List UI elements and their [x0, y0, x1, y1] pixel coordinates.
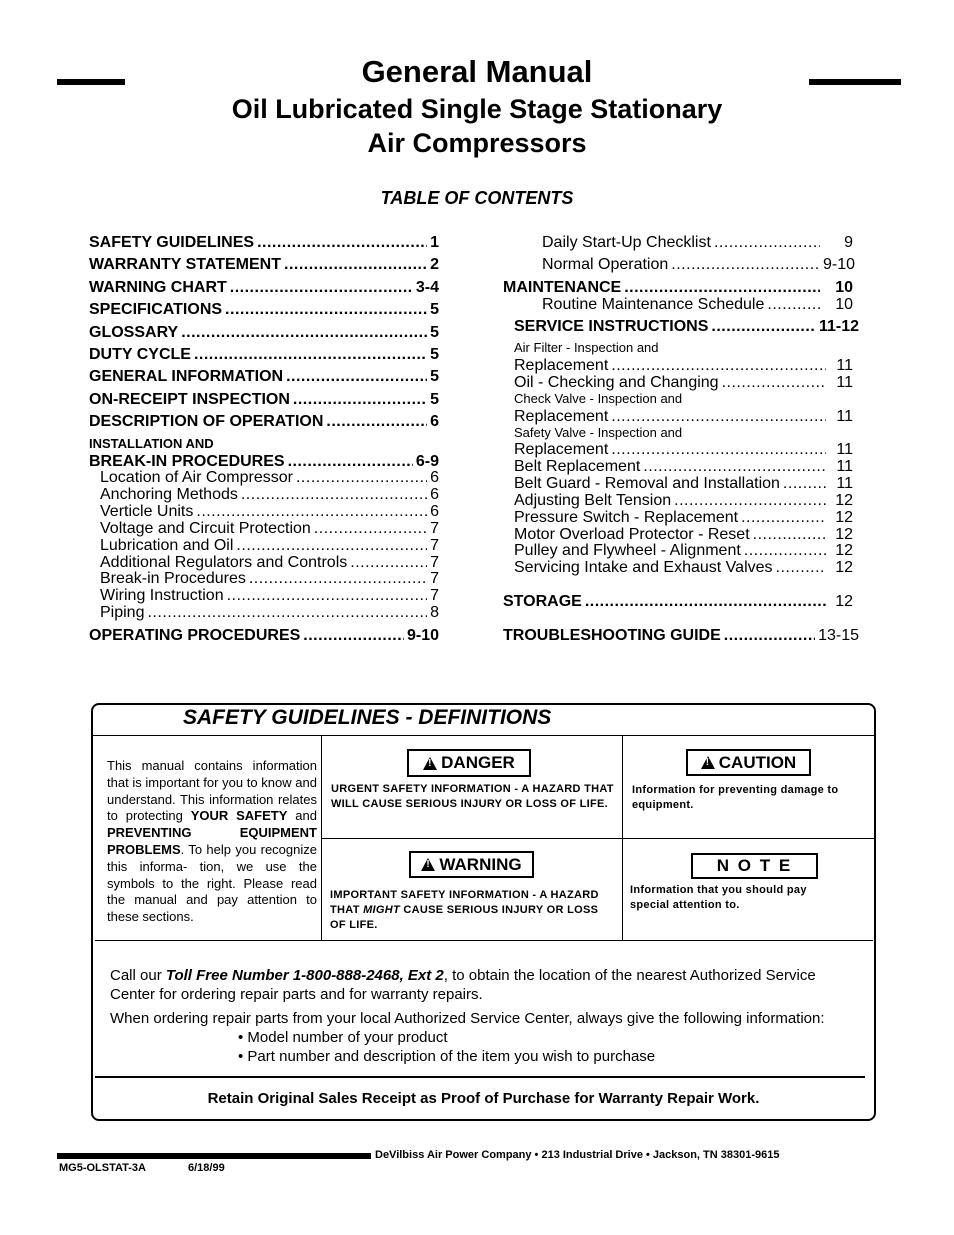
toc-page: 7 [430, 570, 439, 587]
toc-label: MAINTENANCE [503, 279, 622, 296]
toc-entry[interactable] [503, 279, 853, 295]
divider [95, 1076, 865, 1078]
leader-dots [147, 604, 427, 622]
toc-label: Servicing Intake and Exhaust Valves [514, 559, 773, 576]
retain-receipt-notice: Retain Original Sales Receipt as Proof of Purchase for Warranty Repair Work. [207, 1090, 760, 1107]
toc-label: Belt Guard - Removal and Installation [514, 475, 780, 492]
toc-label: Routine Maintenance Schedule [542, 296, 765, 313]
leader-dots [711, 318, 816, 336]
toc-page: 6 [430, 503, 439, 520]
warning-text: CAUSE SERIOUS INJURY OR LOSS OF LIFE. [330, 904, 599, 931]
toc-page: 12 [835, 559, 853, 576]
toc-page: 3-4 [415, 279, 439, 296]
toc-subentry[interactable] [100, 554, 439, 570]
toc-label: Replacement [514, 441, 609, 458]
toc-installation-heading: INSTALLATION AND [89, 436, 214, 451]
toc-subentry[interactable] [514, 475, 853, 491]
toc-page: 12 [835, 526, 853, 543]
leader-dots [227, 587, 428, 605]
toc-page: 11-12 [818, 318, 859, 335]
toc-page: 5 [430, 391, 439, 408]
toll-free-number[interactable]: Toll Free Number 1-800-888-2468, Ext 2 [165, 967, 444, 984]
toc-subentry[interactable] [514, 492, 853, 508]
toc-label: STORAGE [503, 593, 582, 610]
toc-label: Replacement [514, 408, 609, 425]
leader-dots [194, 346, 427, 364]
toc-entry[interactable] [503, 627, 859, 643]
toc-subentry[interactable] [100, 520, 439, 536]
toc-page: 9-10 [406, 627, 439, 644]
toc-label: Lubrication and Oil [100, 537, 234, 554]
toc-label: WARRANTY STATEMENT [89, 256, 281, 273]
toc-label: WARNING CHART [89, 279, 227, 296]
toc-label: DUTY CYCLE [89, 346, 191, 363]
danger-label: DANGER [441, 753, 515, 772]
toc-page: 9-10 [823, 256, 856, 273]
toc-page: 12 [835, 542, 853, 559]
leader-dots [230, 279, 413, 297]
toc-label: Wiring Instruction [100, 587, 224, 604]
toc-page: 11 [836, 357, 853, 374]
toc-subentry[interactable] [100, 537, 439, 553]
divider [322, 838, 874, 839]
toc-subentry[interactable] [542, 256, 856, 273]
toc-label: OPERATING PROCEDURES [89, 627, 301, 644]
toc-page: 6 [430, 469, 439, 486]
toc-label: Belt Replacement [514, 458, 641, 475]
toc-page: 12 [835, 509, 853, 526]
leader-dots [181, 324, 427, 342]
leader-dots [225, 301, 427, 319]
toc-entry[interactable] [89, 453, 439, 469]
caution-definition: Information for preventing damage to equipment. [632, 784, 839, 811]
leader-dots [776, 559, 826, 577]
toc-page: 5 [430, 301, 439, 318]
leader-dots [326, 413, 427, 431]
publication-date: 6/18/99 [188, 1162, 225, 1174]
toc-page: 5 [430, 346, 439, 363]
leader-dots [714, 234, 820, 252]
toc-page: 7 [430, 520, 439, 537]
toc-label: Check Valve - Inspection and [514, 391, 683, 406]
danger-definition: URGENT SAFETY INFORMATION - A HAZARD THAT WILL CAUSE SERIOUS INJURY OR LOSS OF LIFE. [331, 783, 614, 810]
toc-label: Daily Start-Up Checklist [542, 234, 711, 251]
toc-page: 6 [430, 486, 439, 503]
safety-box-title: SAFETY GUIDELINES - DEFINITIONS [183, 706, 552, 729]
toc-label: Verticle Units [100, 503, 194, 520]
toc-label: Additional Regulators and Controls [100, 554, 348, 571]
toc-entry[interactable] [89, 256, 439, 272]
toc-subentry[interactable] [514, 458, 853, 474]
toc-page: 12 [835, 593, 853, 610]
toc-label: Pulley and Flywheel - Alignment [514, 542, 741, 559]
toc-label: Anchoring Methods [100, 486, 238, 503]
leader-dots [643, 458, 826, 476]
toc-page: 5 [430, 324, 439, 341]
toc-page: 11 [836, 374, 853, 391]
toc-subentry[interactable] [514, 441, 853, 457]
warning-triangle-icon [701, 756, 715, 769]
toc-page: 11 [836, 475, 853, 492]
toc-page: 11 [836, 458, 853, 475]
manual-subtitle [0, 92, 954, 160]
toc-subentry[interactable] [514, 559, 853, 575]
toc-label: BREAK-IN PROCEDURES [89, 453, 285, 470]
toc-label: SPECIFICATIONS [89, 301, 223, 318]
toc-label: DESCRIPTION OF OPERATION [89, 413, 324, 430]
toc-subentry[interactable] [514, 509, 853, 525]
leader-dots [767, 296, 820, 314]
leader-dots [611, 441, 826, 459]
note-label: N O T E [716, 856, 793, 875]
toc-subentry[interactable] [100, 469, 439, 485]
leader-dots [249, 570, 427, 588]
toc-page: 10 [835, 296, 853, 313]
leader-dots [284, 256, 427, 274]
toc-page: 11 [836, 441, 853, 458]
leader-dots [314, 520, 427, 538]
leader-dots [674, 492, 826, 510]
intro-emphasis: YOUR SAFETY [190, 808, 288, 824]
toc-page: 9 [844, 234, 853, 251]
toc-heading: TABLE OF CONTENTS [380, 188, 574, 208]
toc-entry[interactable] [89, 234, 439, 250]
toc-label: Adjusting Belt Tension [514, 492, 672, 509]
toc-label: Oil - Checking and Changing [514, 374, 719, 391]
leader-dots [196, 503, 427, 521]
toc-label: SAFETY GUIDELINES [89, 234, 255, 251]
footer-rule [57, 1153, 371, 1159]
toc-entry[interactable] [89, 279, 439, 295]
toc-label: Air Filter - Inspection and [514, 340, 659, 355]
toc-page: 10 [835, 279, 853, 296]
leader-dots [303, 627, 404, 645]
leader-dots [724, 627, 815, 645]
toc-label: Normal Operation [542, 256, 669, 273]
toc-subentry[interactable] [542, 234, 853, 250]
toc-page: 7 [430, 587, 439, 604]
toc-subentry[interactable] [514, 542, 853, 558]
toc-page: 7 [430, 537, 439, 554]
toc-subentry[interactable] [542, 296, 853, 312]
warning-text: IMPORTANT SAFETY INFORMATION - A HAZARD THAT [330, 889, 599, 916]
danger-signal-box [407, 749, 531, 777]
toc-page: 8 [430, 604, 439, 621]
toc-subentry[interactable] [100, 604, 439, 620]
subtitle-line-2: Air Compressors [367, 128, 587, 158]
toc-page: 2 [430, 256, 439, 273]
call-text: Call our [110, 967, 166, 984]
toc-subentry[interactable] [514, 374, 853, 390]
toc-subentry[interactable] [100, 503, 439, 519]
toc-subentry[interactable] [100, 587, 439, 603]
toc-entry[interactable] [89, 324, 439, 340]
leader-dots [611, 357, 826, 375]
leader-dots [744, 542, 826, 560]
toc-page: 1 [430, 234, 439, 251]
toc-page: 12 [835, 492, 853, 509]
toc-subentry[interactable] [514, 526, 853, 542]
divider [93, 735, 874, 736]
toc-label: Motor Overload Protector - Reset [514, 526, 750, 543]
toc-label: Pressure Switch - Replacement [514, 509, 739, 526]
leader-dots [241, 486, 427, 504]
company-address: DeVilbiss Air Power Company • 213 Industrial Drive • Jackson, TN 38301-9615 [375, 1149, 780, 1161]
caution-signal-box [686, 749, 811, 776]
toc-subentry[interactable] [514, 408, 853, 424]
toc-subentry[interactable] [514, 357, 853, 373]
warning-triangle-icon [421, 858, 435, 871]
call-text: , to obtain the location of the nearest Authorized Service Center for ordering repair parts and for warranty repairs. [110, 967, 816, 1003]
toc-label: TROUBLESHOOTING GUIDE [503, 627, 721, 644]
warning-triangle-icon [423, 757, 437, 770]
toc-entry[interactable] [89, 368, 439, 384]
ordering-paragraph: When ordering repair parts from your local Authorized Service Center, always give the following information: [110, 1010, 825, 1027]
manual-title: General Manual [361, 54, 593, 89]
leader-dots [286, 368, 427, 386]
leader-dots [257, 234, 427, 252]
note-definition: Information that you should pay special attention to. [630, 884, 807, 911]
note-signal-box [691, 853, 818, 879]
toll-free-paragraph [110, 966, 855, 1004]
leader-dots [611, 408, 826, 426]
toc-label: Break-in Procedures [100, 570, 246, 587]
toc-subentry[interactable] [100, 486, 439, 502]
toc-page: 5 [430, 368, 439, 385]
intro-text: This manual contains information that is important for you to know and understand. This information relates to protecting [107, 758, 317, 824]
toc-label: Piping [100, 604, 145, 621]
toc-label: Location of Air Compressor [100, 469, 293, 486]
toc-subentry[interactable] [100, 570, 439, 586]
bullet-item: • Model number of your product [238, 1029, 448, 1046]
toc-entry[interactable] [514, 318, 859, 334]
bullet-item: • Part number and description of the item you wish to purchase [238, 1048, 656, 1065]
warning-emphasis: MIGHT [363, 904, 401, 916]
toc-entry[interactable] [89, 346, 439, 362]
toc-entry[interactable] [89, 413, 439, 429]
leader-dots [296, 469, 427, 487]
toc-label: Replacement [514, 357, 609, 374]
toc-label: SERVICE INSTRUCTIONS [514, 318, 709, 335]
warning-label: WARNING [439, 854, 522, 874]
leader-dots [624, 279, 820, 297]
toc-label: GLOSSARY [89, 324, 179, 341]
toc-label: Voltage and Circuit Protection [100, 520, 311, 537]
toc-entry[interactable] [89, 301, 439, 317]
model-number: MG5-OLSTAT-3A [59, 1162, 146, 1174]
leader-dots [783, 475, 826, 493]
divider [95, 940, 873, 941]
toc-label: ON-RECEIPT INSPECTION [89, 391, 290, 408]
toc-page: 6-9 [415, 453, 439, 470]
intro-text: and [287, 808, 317, 824]
caution-label: CAUTION [718, 752, 797, 772]
leader-dots [741, 509, 826, 527]
intro-text: . To help you recognize this informa- tion, we use the symbols to the right. Please read the manual and pay attention to these sections. [107, 841, 317, 925]
toc-entry[interactable] [89, 627, 439, 643]
leader-dots [293, 391, 427, 409]
leader-dots [585, 593, 826, 611]
leader-dots [671, 256, 820, 274]
subtitle-line-1: Oil Lubricated Single Stage Stationary [231, 94, 723, 124]
warning-signal-box [409, 851, 534, 878]
warning-definition [330, 888, 616, 933]
toc-entry[interactable] [89, 391, 439, 407]
intro-emphasis: PREVENTING EQUIPMENT PROBLEMS [107, 825, 317, 857]
toc-label: GENERAL INFORMATION [89, 368, 284, 385]
toc-entry[interactable] [503, 593, 853, 609]
toc-page: 11 [836, 408, 853, 425]
toc-page: 6 [430, 413, 439, 430]
leader-dots [236, 537, 427, 555]
toc-page: 13-15 [818, 627, 859, 644]
leader-dots [722, 374, 826, 392]
toc-label: Safety Valve - Inspection and [514, 425, 683, 440]
toc-page: 7 [430, 554, 439, 571]
safety-intro-text [107, 758, 317, 926]
